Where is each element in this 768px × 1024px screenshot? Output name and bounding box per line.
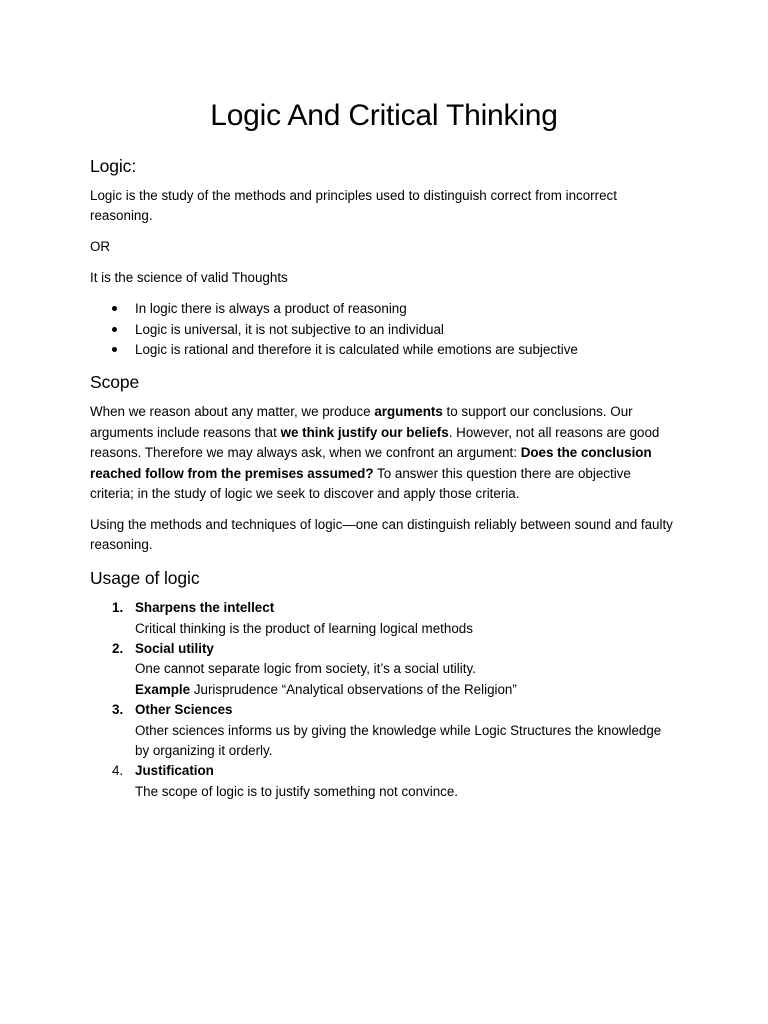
list-item-text: One cannot separate logic from society, it’s a social utility. <box>135 661 476 677</box>
section-usage <box>90 566 678 802</box>
list-item <box>90 340 678 360</box>
bullet-icon <box>112 306 117 311</box>
example-text: Jurisprudence “Analytical observations of the Religion” <box>190 681 517 697</box>
list-number: 4. <box>112 763 124 779</box>
list-number: 2. <box>112 641 124 656</box>
list-item <box>90 700 678 761</box>
list-item <box>90 761 678 802</box>
bold-text-run: arguments <box>374 404 443 420</box>
list-item <box>90 598 678 639</box>
bold-text-run: Does the conclusion reached follow from the premises assumed? <box>90 445 652 481</box>
list-item-title: Social utility <box>135 641 214 656</box>
section-heading-scope: Scope <box>90 372 140 393</box>
list-item-text: In logic there is always a product of reasoning <box>135 301 407 317</box>
list-item-text: Logic is universal, it is not subjective to an individual <box>135 321 444 337</box>
list-number: 3. <box>112 702 124 718</box>
list-item-example <box>135 680 678 700</box>
text-run: to support our conclusions. Our arguments include reasons that <box>90 404 633 440</box>
list-item-title: Sharpens the intellect <box>135 600 275 616</box>
scope-paragraph-2: Using the methods and techniques of logic—one can distinguish reliably between sound and faulty reasoning. <box>90 516 673 553</box>
list-item <box>90 639 678 700</box>
section-heading-logic: Logic: <box>90 156 137 176</box>
scope-paragraph-1 <box>90 402 678 504</box>
logic-definition: Logic is the study of the methods and principles used to distinguish correct from incorrect reasoning. <box>90 188 617 224</box>
usage-list <box>90 598 678 802</box>
list-item-title: Other Sciences <box>135 702 233 718</box>
logic-or: OR <box>90 239 111 255</box>
section-logic <box>90 154 678 360</box>
list-item-text: Other sciences informs us by giving the knowledge while Logic Structures the knowledge by organizing it orderly. <box>135 722 662 759</box>
bullet-icon <box>112 347 117 352</box>
page-title: Logic And Critical Thinking <box>210 99 558 132</box>
text-run: When we reason about any matter, we produce <box>90 404 375 420</box>
text-run: . However, not all reasons are good reasons. Therefore we may always ask, when we confront an argument: <box>90 424 660 461</box>
list-item <box>90 299 678 319</box>
section-scope <box>90 370 678 555</box>
bold-text-run: we think justify our beliefs <box>280 424 449 440</box>
list-item-text: Critical thinking is the product of learning logical methods <box>135 620 473 636</box>
list-item-text: The scope of logic is to justify something not convince. <box>135 783 459 799</box>
example-label: Example <box>135 681 191 697</box>
logic-alt-definition: It is the science of valid Thoughts <box>90 270 288 286</box>
list-item-title: Justification <box>135 763 214 779</box>
list-item <box>90 320 678 340</box>
bullet-icon <box>112 327 117 332</box>
text-run: To answer this question there are objective criteria; in the study of logic we seek to discover and apply those criteria. <box>90 465 631 501</box>
logic-bullet-list <box>90 299 678 360</box>
list-item-text: Logic is rational and therefore it is calculated while emotions are subjective <box>135 341 578 357</box>
list-number: 1. <box>112 600 124 616</box>
section-heading-usage: Usage of logic <box>90 568 200 589</box>
